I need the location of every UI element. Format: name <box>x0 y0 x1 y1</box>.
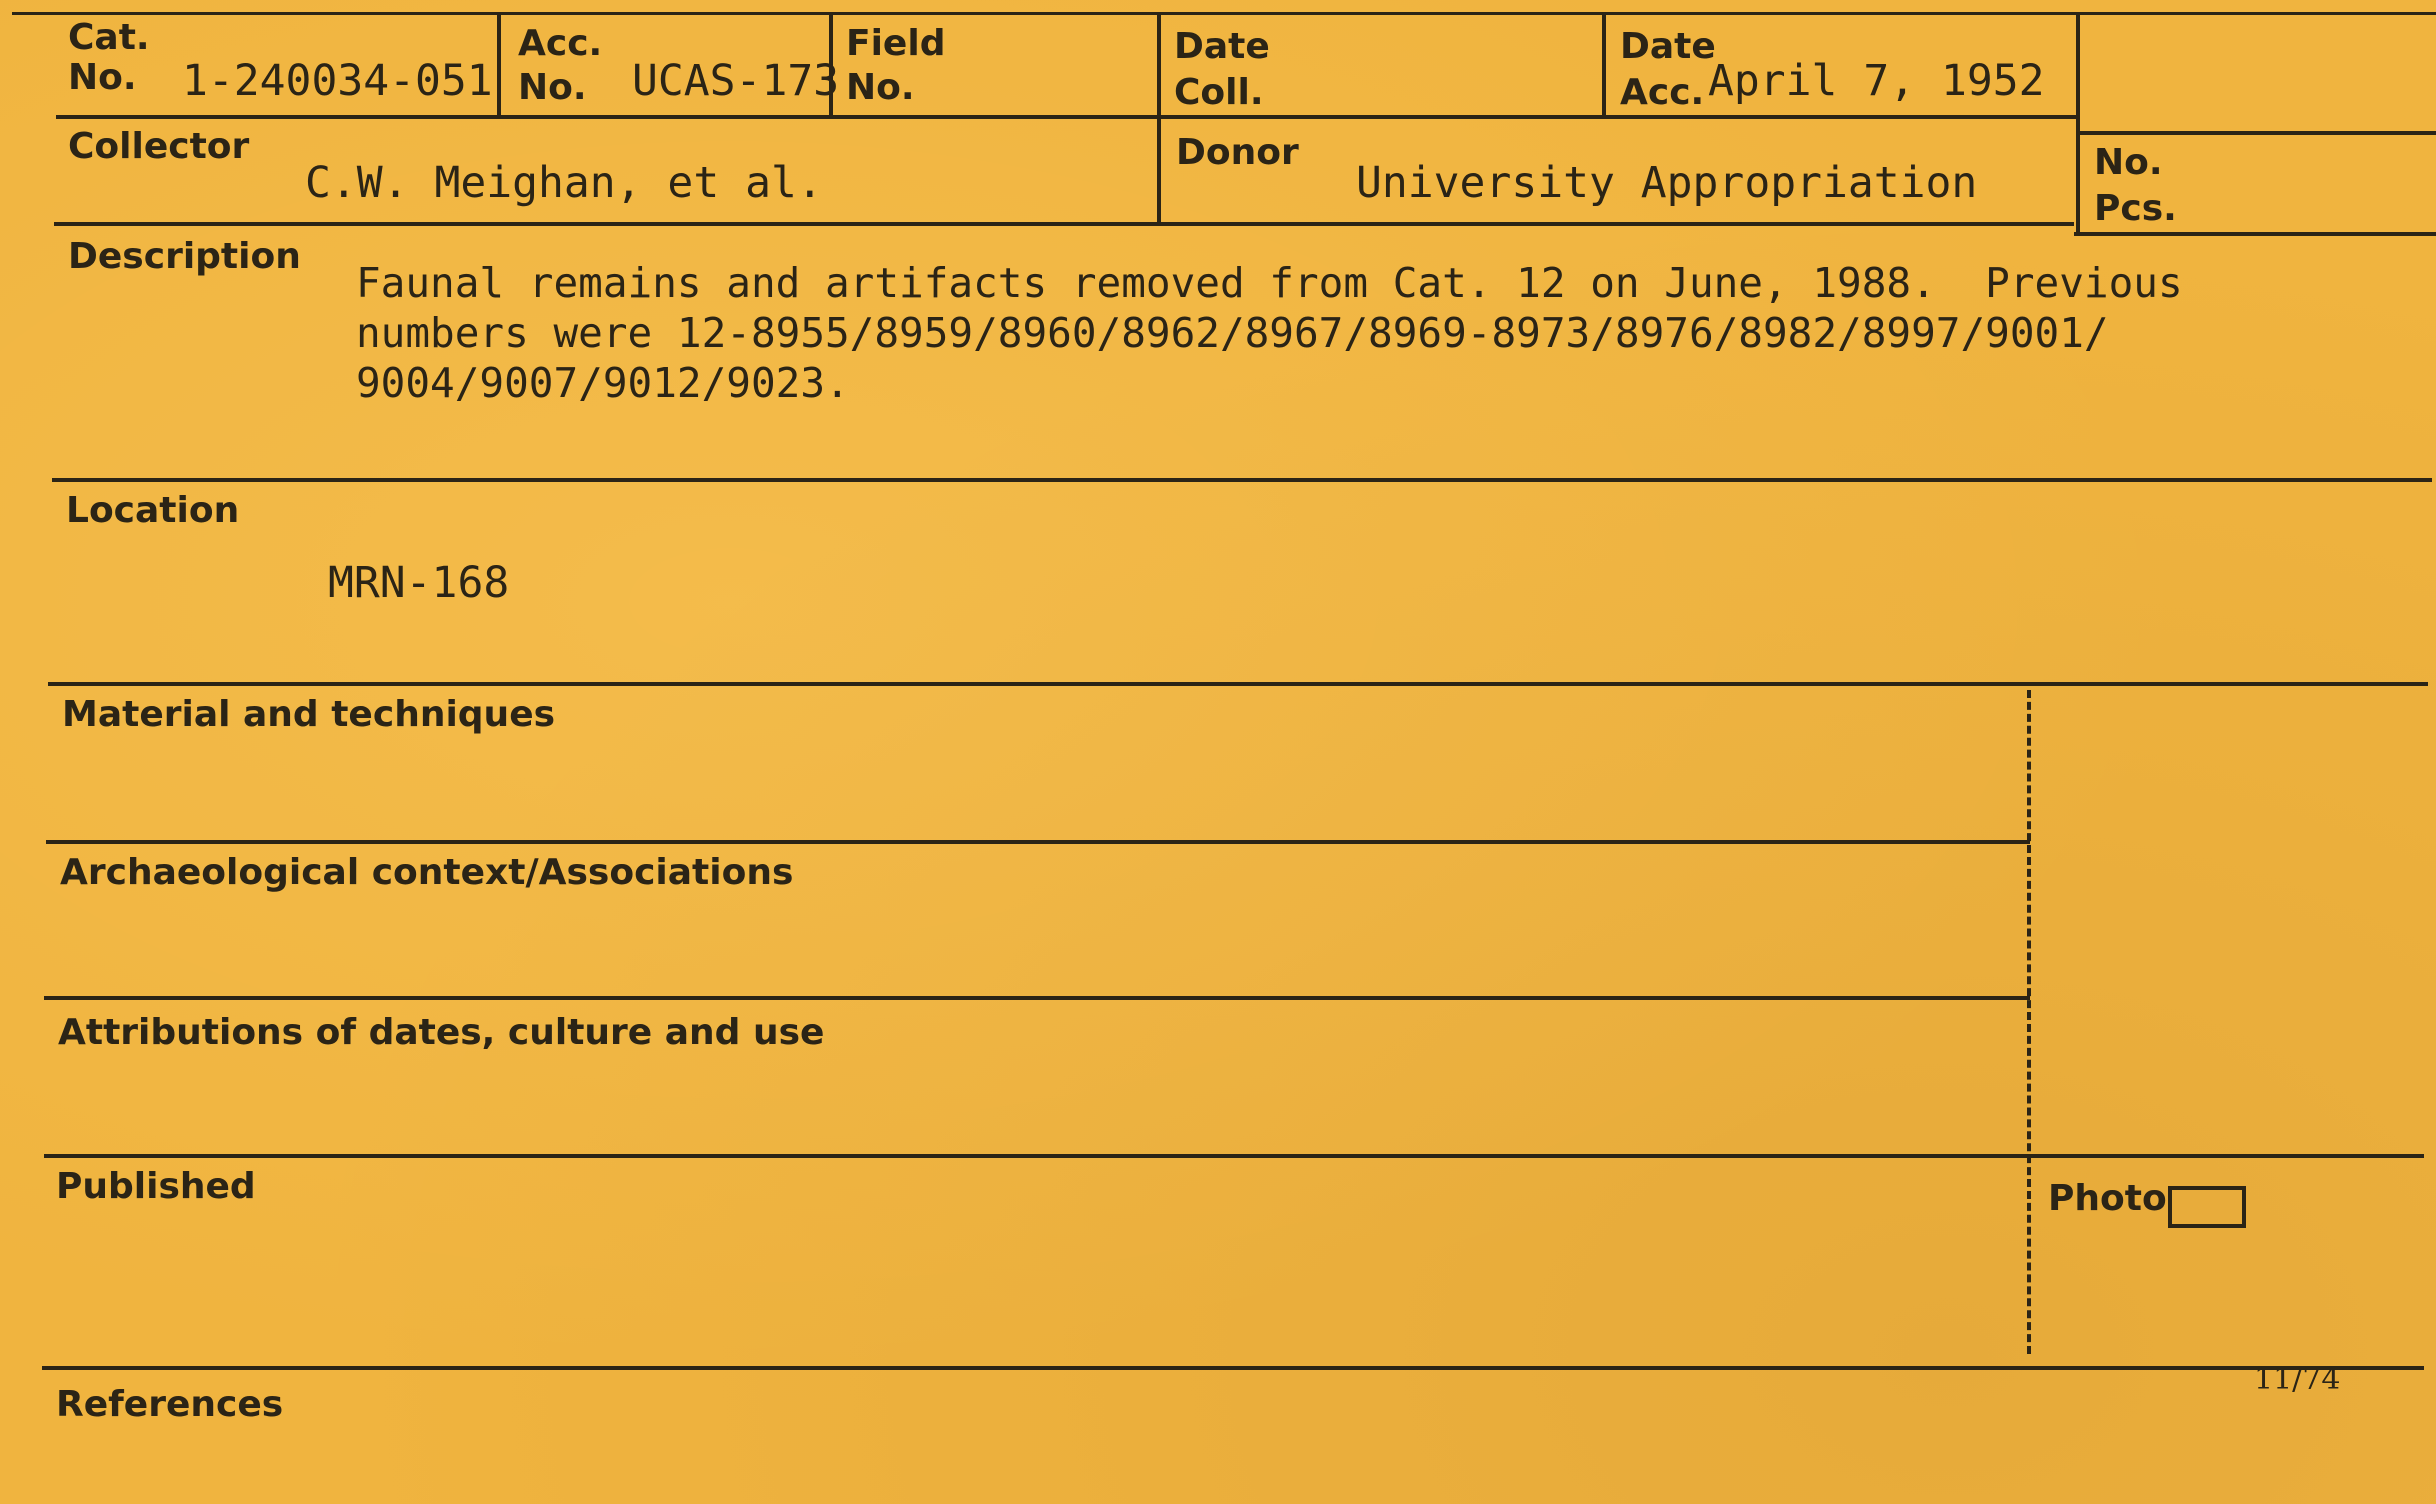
rule-header-top <box>12 12 2436 15</box>
date-acc-acc-word: Acc. <box>1620 72 1705 113</box>
photo-checkbox[interactable] <box>2168 1186 2246 1228</box>
rule-header-bottom <box>56 115 2076 119</box>
acc-label: Acc. <box>518 23 603 64</box>
field-no-label <box>846 22 945 110</box>
rule-attributions-bottom <box>44 1154 2424 1158</box>
description-label: Description <box>68 236 301 277</box>
cat-number-value: 1-240034-051 <box>182 56 493 106</box>
rule-published-bottom <box>42 1366 2424 1370</box>
rule-description-bottom <box>52 478 2432 482</box>
collector-value: C.W. Meighan, et al. <box>305 158 823 208</box>
divider-photo-column <box>2027 690 2031 1354</box>
acc-no-label <box>518 22 602 110</box>
donor-label: Donor <box>1176 132 1299 173</box>
divider-datecoll-dateacc <box>1602 14 1606 116</box>
rule-header-right-bottom <box>2076 131 2436 135</box>
field-label: Field <box>846 23 946 64</box>
date-acc-label <box>1620 24 1716 116</box>
rule-location-bottom <box>48 682 2428 686</box>
rule-context-bottom <box>44 996 2030 1000</box>
material-techniques-label: Material and techniques <box>62 694 556 735</box>
cat-no-word: No. <box>68 57 137 98</box>
location-label: Location <box>66 490 240 531</box>
acc-no-word: No. <box>518 67 587 108</box>
no-pcs-pcs-word: Pcs. <box>2094 188 2177 229</box>
date-coll-label <box>1174 24 1270 116</box>
rule-collector-bottom <box>54 222 2074 226</box>
cat-no-label <box>68 18 150 98</box>
donor-value: University Appropriation <box>1356 158 1978 208</box>
print-code: 11/74 <box>2254 1362 2341 1397</box>
cat-label: Cat. <box>68 17 150 58</box>
date-acc-value: April 7, 1952 <box>1708 56 2045 106</box>
no-pcs-label <box>2094 140 2177 232</box>
divider-dateacc-right <box>2076 14 2080 234</box>
location-value: MRN-168 <box>328 558 510 608</box>
attributions-label: Attributions of dates, culture and use <box>58 1012 825 1053</box>
archaeological-context-label: Archaeological context/Associations <box>60 852 794 893</box>
collector-label: Collector <box>68 126 250 167</box>
date-coll-coll-word: Coll. <box>1174 72 1264 113</box>
references-label: References <box>56 1384 284 1425</box>
photo-label: Photo <box>2048 1178 2167 1219</box>
divider-field-datecoll <box>1157 14 1161 224</box>
acc-number-value: UCAS-173 <box>632 56 840 106</box>
rule-material-bottom <box>46 840 2030 844</box>
date-acc-date-word: Date <box>1620 26 1716 67</box>
description-text: Faunal remains and artifacts removed from Cat. 12 on June, 1988. Previous numbers were 12-8955/8959/8960/8962/8967/8969-8973/8976/8982/8997/9001/ 9004/9007/9012/9023. <box>356 259 2183 407</box>
field-no-word: No. <box>846 67 915 108</box>
divider-cat-acc <box>497 14 501 116</box>
rule-pcs-bottom <box>2074 232 2436 236</box>
date-coll-date-word: Date <box>1174 26 1270 67</box>
no-pcs-no-word: No. <box>2094 142 2163 183</box>
published-label: Published <box>56 1166 256 1207</box>
